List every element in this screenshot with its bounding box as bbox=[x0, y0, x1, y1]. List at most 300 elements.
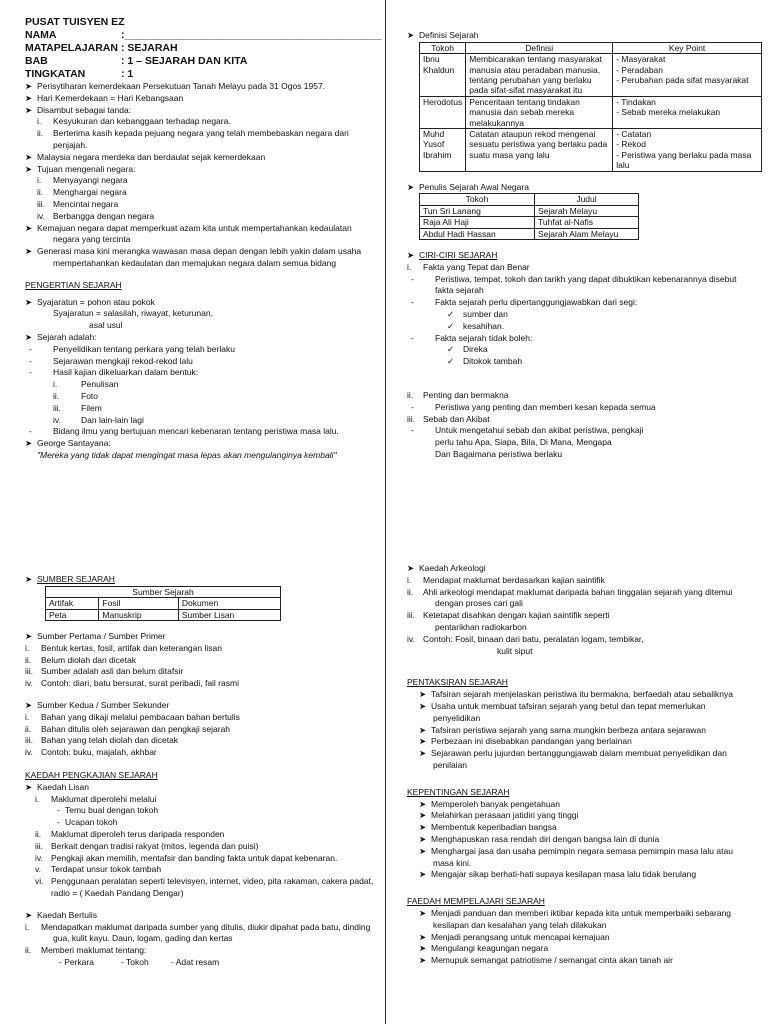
line-text: Membentuk keperibadian bangsa bbox=[431, 822, 557, 833]
line-text: Penulisan bbox=[81, 379, 119, 390]
item-number: iii. bbox=[53, 402, 62, 413]
field-value: : SEJARAH bbox=[121, 42, 178, 54]
table-cell: Peta bbox=[46, 609, 99, 620]
numbered-item bbox=[25, 116, 385, 128]
list-item bbox=[25, 246, 385, 258]
list-item-cont bbox=[407, 713, 767, 725]
line-text: Maklumat diperolehi melalui bbox=[51, 793, 157, 804]
arrow-bullet-icon: ➤ bbox=[419, 943, 427, 954]
list-item bbox=[407, 563, 767, 575]
dash-item bbox=[25, 344, 385, 356]
list-item bbox=[25, 81, 385, 93]
list-item bbox=[25, 223, 385, 235]
arrow-bullet-icon: ➤ bbox=[25, 438, 33, 449]
list-item bbox=[407, 846, 767, 858]
arrow-bullet-icon: ➤ bbox=[25, 331, 33, 342]
numbered-item bbox=[25, 841, 385, 853]
checkmark-icon: ✓ bbox=[447, 309, 455, 320]
line-text: Mengulangi keagungan negara bbox=[431, 943, 549, 954]
line-text: penilaian bbox=[433, 759, 468, 770]
checkmark-icon: ✓ bbox=[447, 356, 455, 367]
line-text: Sumber Kedua / Sumber Sekunder bbox=[37, 700, 170, 710]
arrow-bullet-icon: ➤ bbox=[419, 931, 427, 942]
ciri-list bbox=[407, 262, 767, 461]
arrow-bullet-icon: ➤ bbox=[25, 104, 33, 115]
penulis-title: ➤ Penulis Sejarah Awal Negara bbox=[407, 181, 529, 192]
kepentingan-list bbox=[407, 799, 767, 882]
numbered-item bbox=[25, 666, 385, 678]
line-text: kesilapan dan kesalahan yang telah dilakukan bbox=[433, 919, 607, 930]
item-number: ii. bbox=[37, 128, 44, 139]
line-text: Penting dan bermakna bbox=[423, 390, 509, 401]
arkeologi-list bbox=[407, 563, 767, 657]
list-item bbox=[25, 700, 385, 712]
arrow-bullet-icon: ➤ bbox=[25, 700, 33, 710]
cell-definisi: Catatan ataupun rekod mengenai sesuatu peristiwa yang berlaku pada suatu masa yang lalu bbox=[466, 129, 613, 172]
numbered-item bbox=[407, 414, 767, 426]
keypoint: - Tindakan bbox=[616, 96, 656, 107]
item-number: ii. bbox=[37, 187, 44, 198]
line-text: sumber dan bbox=[463, 309, 508, 320]
list-item-cont bbox=[25, 308, 385, 320]
keypoint: - Perubahan pada sifat masyarakat bbox=[616, 75, 749, 86]
list-item bbox=[407, 822, 767, 834]
item-number: ii. bbox=[407, 586, 414, 597]
dash-item bbox=[407, 297, 767, 309]
faedah-heading: FAEDAH MEMPELAJARI SEJARAH bbox=[407, 896, 545, 907]
list-item bbox=[407, 701, 767, 713]
line-text: Menghargai jasa dan usaha pemimpin negara semasa pemimpin masa lalu atau bbox=[431, 845, 733, 856]
line-text: Fakta yang Tepat dan Benar bbox=[423, 261, 530, 272]
item-number: iv. bbox=[25, 678, 33, 689]
numbered-item bbox=[25, 678, 385, 690]
line-text: Memberi maklumat tentang: bbox=[41, 945, 147, 956]
arrow-bullet-icon: ➤ bbox=[25, 296, 33, 307]
table-cell: Manuskrip bbox=[99, 609, 178, 620]
arrow-bullet-icon: ➤ bbox=[25, 631, 33, 642]
school-name: PUSAT TUISYEN EZ bbox=[25, 16, 125, 28]
arrow-bullet-icon: ➤ bbox=[25, 163, 33, 174]
line-text: Bidang ilmu yang bertujuan mencari kebenaran tentang peristiwa masa lalu. bbox=[53, 426, 339, 437]
header-field bbox=[25, 42, 385, 55]
col-tokoh: Tokoh bbox=[420, 194, 535, 205]
line-text: Belum diolah dan dicetak bbox=[41, 654, 136, 665]
arrow-bullet-icon: ➤ bbox=[419, 955, 427, 966]
keypoint: - Peristiwa yang berlaku pada masa lalu bbox=[616, 149, 752, 171]
list-item bbox=[25, 105, 385, 117]
line-text: Sejarawan perlu jujurdan bertanggungjawab dalam membuat penyelidikan dan bbox=[431, 748, 727, 759]
item-number: iv. bbox=[25, 747, 33, 758]
line-text: Menghargai negara bbox=[53, 187, 127, 198]
item-number: i. bbox=[25, 642, 30, 653]
kaedah-heading: KAEDAH PENGKAJIAN SEJARAH bbox=[25, 769, 158, 780]
cell-tokoh: Ibnu Khaldun bbox=[420, 54, 466, 97]
list-item bbox=[407, 799, 767, 811]
cell-keypoint bbox=[613, 129, 762, 172]
arrow-bullet-icon: ➤ bbox=[407, 563, 415, 573]
list-item-cont bbox=[407, 598, 767, 610]
table-cell: Dokumen bbox=[178, 598, 280, 609]
arrow-bullet-icon: ➤ bbox=[419, 822, 427, 833]
line-text: Kemajuan negara dapat memperkuat azam kita untuk mempertahankan kedaulatan bbox=[37, 222, 352, 233]
pengertian-heading: PENGERTIAN SEJARAH bbox=[25, 279, 122, 290]
line-text: Berterima kasih kepada pejuang negara yang telah membebaskan negara dari bbox=[53, 128, 349, 139]
header-field bbox=[25, 29, 385, 42]
dash-bullet: - bbox=[29, 355, 32, 366]
dash-bullet: - bbox=[29, 343, 32, 354]
list-item bbox=[25, 152, 385, 164]
numbered-item bbox=[25, 876, 385, 888]
line-text: Malaysia negara merdeka dan berdaulat sejak kemerdekaan bbox=[37, 151, 266, 162]
arrow-bullet-icon: ➤ bbox=[25, 246, 33, 257]
item-number: i. bbox=[25, 711, 30, 722]
table-cell: Fosil bbox=[99, 598, 178, 609]
line-text: Hasil kajian dikeluarkan dalam bentuk: bbox=[53, 367, 199, 378]
item-number: iv. bbox=[35, 852, 43, 863]
list-item bbox=[25, 164, 385, 176]
numbered-item bbox=[407, 587, 767, 599]
line-text: Mengajar sikap berhati-hati supaya kesilapan masa lalu tidak berulang bbox=[431, 869, 697, 880]
list-item bbox=[407, 955, 767, 967]
numbered-item bbox=[25, 747, 385, 759]
line-text: Fakta sejarah perlu dipertanggungjawabkan dari segi: bbox=[435, 297, 638, 308]
table-cell: Sejarah Alam Melayu bbox=[535, 228, 639, 239]
item-number: v. bbox=[35, 864, 41, 875]
numbered-item bbox=[25, 199, 385, 211]
arrow-bullet-icon: ➤ bbox=[25, 574, 33, 584]
arrow-bullet-icon: ➤ bbox=[419, 907, 427, 918]
cell-keypoint bbox=[613, 54, 762, 97]
item-number: ii. bbox=[53, 390, 60, 401]
list-item-cont bbox=[407, 437, 767, 449]
line-text: Tujuan mengenali negara: bbox=[37, 163, 136, 174]
notes-page-4 bbox=[407, 563, 767, 1023]
line-text: Penyelidikan tentang perkara yang telah berlaku bbox=[53, 343, 235, 354]
numbered-item bbox=[25, 211, 385, 223]
arrow-bullet-icon: ➤ bbox=[25, 222, 33, 233]
lisan-list bbox=[25, 782, 385, 900]
line-text: kesahihan. bbox=[463, 320, 505, 331]
table-cell: Tun Sri Lanang bbox=[420, 205, 535, 216]
item-number: i. bbox=[407, 574, 412, 585]
primer-list bbox=[25, 631, 385, 690]
numbered-item bbox=[25, 379, 385, 391]
line-text: dengan proses cari gali bbox=[435, 598, 523, 609]
list-item bbox=[25, 297, 385, 309]
item-number: iii. bbox=[35, 840, 44, 851]
intro-list bbox=[25, 81, 385, 270]
list-item bbox=[25, 438, 385, 450]
item-number: iv. bbox=[53, 414, 61, 425]
line-text: Memperoleh banyak pengetahuan bbox=[431, 798, 561, 809]
pengertian-list bbox=[25, 297, 385, 462]
dash-item bbox=[25, 356, 385, 368]
line-text: masa kini. bbox=[433, 857, 472, 868]
line-text: Generasi masa kini merangka wawasan masa depan dengan lebih yakin dalam usaha bbox=[37, 246, 362, 257]
bertulis-items bbox=[25, 957, 385, 969]
table-cell: Sejarah Melayu bbox=[535, 205, 639, 216]
dash-bullet: - bbox=[57, 817, 60, 828]
item-number: i. bbox=[407, 261, 412, 272]
table-row bbox=[420, 54, 762, 97]
line-text: Peristiwa, tempat, tokoh dan tarikh yang dapat dibuktikan kebenarannya disebut bbox=[435, 273, 737, 284]
line-text: Contoh: diari, batu bersurat, surat peribadi, fail rasmi bbox=[41, 678, 239, 689]
list-item bbox=[407, 834, 767, 846]
line-text: Pengkaji akan memilih, mentafsir dan banding fakta untuk dapat kebenaran. bbox=[51, 852, 338, 863]
numbered-item bbox=[407, 575, 767, 587]
list-item-cont bbox=[407, 858, 767, 870]
list-item-cont bbox=[25, 933, 385, 945]
line-text: Syajaratun = salasilah, riwayat, keturunan, bbox=[53, 308, 213, 319]
cell-tokoh: Herodotus bbox=[420, 96, 466, 128]
line-text: Contoh: buku, majalah, akhbar bbox=[41, 747, 157, 758]
header-fields bbox=[25, 29, 385, 81]
list-item bbox=[25, 910, 385, 922]
ciri-heading: ➤ CIRI-CIRI SEJARAH bbox=[407, 250, 498, 261]
numbered-item bbox=[25, 187, 385, 199]
numbered-item bbox=[25, 864, 385, 876]
faedah-list bbox=[407, 908, 767, 967]
list-item bbox=[25, 631, 385, 643]
line-text: Bahan ditulis oleh sejarawan dan pengkaji sejarah bbox=[41, 723, 231, 734]
numbered-item bbox=[25, 829, 385, 841]
arrow-bullet-icon: ➤ bbox=[419, 869, 427, 880]
line-text: Filem bbox=[81, 402, 102, 413]
page-divider bbox=[385, 0, 386, 1024]
line-text: negara yang tercinta bbox=[53, 234, 131, 245]
line-text: Ketetapat disahkan dengan kajian saintifik seperti bbox=[423, 610, 610, 621]
bertulis-item: - Adat resam bbox=[171, 956, 220, 967]
dash-item bbox=[407, 425, 767, 437]
numbered-item bbox=[407, 634, 767, 646]
numbered-item bbox=[407, 262, 767, 274]
line-text: Usaha untuk membuat tafsiran sejarah yang betul dan tepat memerlukan bbox=[431, 700, 706, 711]
checkmark-icon: ✓ bbox=[447, 344, 455, 355]
line-text: kulit siput bbox=[497, 645, 533, 656]
bertulis-item: - Tokoh bbox=[121, 956, 149, 967]
line-text: Sumber adalah asli dan belum ditafsir bbox=[41, 666, 184, 677]
line-text: Ucapan tokoh bbox=[65, 817, 118, 828]
dash-bullet: - bbox=[411, 401, 414, 412]
notes-page-3 bbox=[25, 574, 385, 1024]
line-text: Penggunaan peralatan seperti televisyen, internet, video, pita rakaman, cakera padat, bbox=[51, 876, 374, 887]
list-item-cont bbox=[407, 622, 767, 634]
line-text: Melahirkan perasaan jatidiri yang tinggi bbox=[431, 810, 579, 821]
bertulis-item: - Perkara bbox=[59, 956, 94, 967]
dash-bullet: - bbox=[29, 426, 32, 437]
list-item-cont bbox=[407, 760, 767, 772]
line-text: Memupuk semangat patriotisme / semangat cinta akan tanah air bbox=[431, 955, 673, 966]
line-text: gua, kulit kayu. Daun, logam, gading dan kertas bbox=[53, 933, 233, 944]
list-item-cont bbox=[407, 920, 767, 932]
list-item bbox=[407, 689, 767, 701]
item-number: i. bbox=[53, 379, 58, 390]
col-tokoh: Tokoh bbox=[420, 42, 466, 53]
line-text: Mendapat maklumat berdasarkan kajian saintifik bbox=[423, 574, 605, 585]
field-value: : 1 – SEJARAH DAN KITA bbox=[121, 55, 248, 67]
keypoint: - Rekod bbox=[616, 139, 646, 150]
pentaksiran-heading: PENTAKSIRAN SEJARAH bbox=[407, 677, 508, 688]
table-row bbox=[420, 96, 762, 128]
line-text: Sebab dan Akibat bbox=[423, 413, 490, 424]
list-item bbox=[407, 725, 767, 737]
arrow-bullet-icon: ➤ bbox=[25, 909, 33, 920]
field-value: :____________________________________________ bbox=[121, 29, 382, 41]
dash-bullet: - bbox=[411, 297, 414, 308]
list-item bbox=[407, 932, 767, 944]
sumber-table bbox=[45, 586, 281, 621]
list-item-cont bbox=[25, 258, 385, 270]
kepentingan-heading: KEPENTINGAN SEJARAH bbox=[407, 786, 510, 797]
notes-page-2 bbox=[407, 30, 767, 530]
dash-bullet: - bbox=[411, 273, 414, 284]
list-item-cont bbox=[407, 285, 767, 297]
arrow-bullet-icon: ➤ bbox=[407, 30, 415, 40]
arrow-bullet-icon: ➤ bbox=[419, 724, 427, 735]
table-row bbox=[420, 228, 639, 239]
line-text: Perisytiharan kemerdekaan Persekutuan Tanah Melayu pada 31 Ogos 1957. bbox=[37, 81, 326, 91]
line-text: asal usul bbox=[89, 320, 123, 331]
list-item-cont bbox=[25, 320, 385, 332]
line-text: Tafsiran sejarah menjelaskan peristiwa itu bermakna, berfaedah atau sebaliknya bbox=[431, 689, 733, 700]
item-number: i. bbox=[35, 793, 40, 804]
numbered-item bbox=[25, 128, 385, 140]
line-text: Maklumat diperoleh terus daripada responden bbox=[51, 828, 225, 839]
sumber-heading: ➤ SUMBER SEJARAH bbox=[25, 574, 115, 584]
dash-bullet: - bbox=[411, 332, 414, 343]
line-text: Kaedah Lisan bbox=[37, 781, 89, 792]
item-number: ii. bbox=[25, 654, 32, 665]
line-text: Menghapuskan rasa rendah diri dengan bangsa lain di dunia bbox=[431, 833, 660, 844]
check-item bbox=[407, 321, 767, 333]
notes-page-1 bbox=[25, 16, 385, 526]
numbered-item bbox=[25, 415, 385, 427]
list-item bbox=[407, 810, 767, 822]
item-number: i. bbox=[25, 921, 30, 932]
line-text: perlu tahu Apa, Siapa, Bila, Di Mana, Mengapa bbox=[435, 437, 612, 448]
dash-item bbox=[407, 402, 767, 414]
cell-tokoh: Muhd Yusof Ibrahim bbox=[420, 129, 466, 172]
cell-definisi: Membicarakan tentang masyarakat manusia atau peradaban manusia, tentang perubahan yang berlaku pada sifat-sifat masyarakat itu bbox=[466, 54, 613, 97]
col-definisi: Definisi bbox=[466, 42, 613, 53]
line-text: Kaedah Arkeologi bbox=[419, 563, 486, 573]
line-text: Dan Bagaimana peristiwa berlaku bbox=[435, 449, 563, 460]
header-field bbox=[25, 55, 385, 68]
penulis-table bbox=[419, 193, 639, 240]
line-text: Syajaratun = pohon atau pokok bbox=[37, 296, 155, 307]
item-number: ii. bbox=[25, 945, 32, 956]
arrow-bullet-icon: ➤ bbox=[419, 700, 427, 711]
dash-bullet: - bbox=[411, 425, 414, 436]
list-item bbox=[407, 908, 767, 920]
line-text: Berbangga dengan negara bbox=[53, 210, 155, 221]
table-cell: Abdul Hadi Hassan bbox=[420, 228, 535, 239]
keypoint: - Sebab mereka melakukan bbox=[616, 107, 721, 118]
numbered-item bbox=[407, 390, 767, 402]
line-text: Sejarawan mengkaji rekod-rekod lalu bbox=[53, 355, 193, 366]
line-text: Sejarah adalah: bbox=[37, 331, 97, 342]
line-text: Perbezaan ini disebabkan pandangan yang berlainan bbox=[431, 736, 632, 747]
table-row bbox=[420, 129, 762, 172]
line-text: Menyayangi negara bbox=[53, 175, 128, 186]
field-label: MATAPELAJARAN bbox=[25, 42, 118, 54]
numbered-item bbox=[25, 922, 385, 934]
line-text: fakta sejarah bbox=[435, 285, 484, 296]
arrow-bullet-icon: ➤ bbox=[407, 181, 415, 192]
pentaksiran-list bbox=[407, 689, 767, 772]
item-number: iii. bbox=[407, 413, 416, 424]
line-text: Peristiwa yang penting dan memberi kesan kepada semua bbox=[435, 401, 656, 412]
line-text: Ahli arkeologi mendapat maklumat daripada bahan tinggalan sejarah yang ditemui bbox=[423, 586, 733, 597]
item-number: iv. bbox=[407, 633, 415, 644]
table-cell: Tuhfat al-Nafis bbox=[535, 217, 639, 228]
numbered-item bbox=[25, 391, 385, 403]
item-number: vi. bbox=[35, 876, 44, 887]
definisi-table bbox=[419, 42, 762, 172]
numbered-item bbox=[25, 643, 385, 655]
line-text: Berkait dengan tradisi rakyat (mitos, legenda dan puisi) bbox=[51, 840, 259, 851]
arrow-bullet-icon: ➤ bbox=[25, 151, 33, 162]
list-item-cont bbox=[407, 449, 767, 461]
line-text: Menjadi perangsang untuk mencapai kemajuan bbox=[431, 931, 610, 942]
sumber-table-title: Sumber Sejarah bbox=[46, 586, 281, 597]
line-text: Contoh: Fosil, binaan dari batu, peralatan logam, tembikar, bbox=[423, 633, 644, 644]
numbered-item bbox=[25, 794, 385, 806]
spacer bbox=[407, 368, 767, 390]
line-text: Bahan yang dikaji melalui pembacaan bahan bertulis bbox=[41, 711, 240, 722]
bertulis-list bbox=[25, 910, 385, 957]
line-text: "Mereka yang tidak dapat mengingat masa lepas akan mengulanginya kembali" bbox=[37, 449, 337, 460]
field-label: BAB bbox=[25, 55, 48, 67]
dash-item bbox=[407, 333, 767, 345]
table-row bbox=[420, 205, 639, 216]
dash-item bbox=[25, 805, 385, 817]
arrow-bullet-icon: ➤ bbox=[407, 250, 415, 261]
arrow-bullet-icon: ➤ bbox=[419, 810, 427, 821]
line-text: penyelidikan bbox=[433, 712, 481, 723]
keypoint: - Peradaban bbox=[616, 64, 664, 75]
line-text: Sumber Pertama / Sumber Primer bbox=[37, 631, 166, 642]
arrow-bullet-icon: ➤ bbox=[25, 92, 33, 103]
col-keypoint: Key Point bbox=[613, 42, 762, 53]
table-cell: Sumber Lisan bbox=[178, 609, 280, 620]
dash-item bbox=[25, 817, 385, 829]
arrow-bullet-icon: ➤ bbox=[419, 736, 427, 747]
numbered-item bbox=[25, 724, 385, 736]
list-item bbox=[407, 736, 767, 748]
dash-item bbox=[25, 367, 385, 379]
dash-item bbox=[25, 426, 385, 438]
item-number: ii. bbox=[35, 828, 42, 839]
list-item-cont bbox=[25, 888, 385, 900]
sekunder-list bbox=[25, 700, 385, 759]
list-item bbox=[25, 93, 385, 105]
col-judul: Judul bbox=[535, 194, 639, 205]
item-number: i. bbox=[37, 116, 42, 127]
line-text: Hari Kemerdekaan = Hari Kebangsaan bbox=[37, 92, 184, 103]
item-number: iv. bbox=[37, 210, 45, 221]
numbered-item bbox=[25, 735, 385, 747]
item-number: iii. bbox=[407, 610, 416, 621]
cell-keypoint bbox=[613, 96, 762, 128]
check-item bbox=[407, 309, 767, 321]
table-row bbox=[46, 598, 281, 609]
list-item-cont bbox=[25, 140, 385, 152]
line-text: Fakta sejarah tidak boleh: bbox=[435, 332, 533, 343]
table-cell: Artifak bbox=[46, 598, 99, 609]
quote bbox=[25, 450, 385, 462]
item-number: iii. bbox=[25, 666, 34, 677]
